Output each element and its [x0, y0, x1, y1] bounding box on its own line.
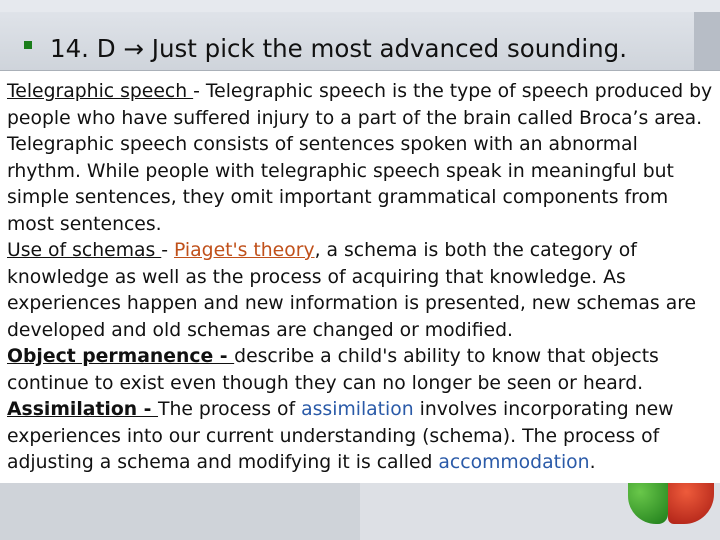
- definitions-text: [7, 79, 717, 477]
- paragraph-assimilation: [7, 397, 717, 477]
- paragraph-telegraphic-speech: [7, 79, 717, 238]
- background-bottom-left: [0, 482, 360, 540]
- term-object-permanence: Object permanence -: [7, 346, 235, 367]
- accommodation-link[interactable]: accommodation: [438, 452, 590, 473]
- square-bullet-icon: [24, 41, 32, 49]
- piaget-theory-link[interactable]: Piaget's theory: [174, 240, 315, 261]
- definition-assimilation-end: .: [589, 452, 596, 473]
- paragraph-use-of-schemas: [7, 238, 717, 344]
- separator: -: [161, 240, 175, 261]
- term-telegraphic-speech: Telegraphic speech: [7, 81, 194, 102]
- definition-use-of-schemas: , a schema is both the category of knowledge as well as the process of acquiring that knowledge. As experiences happen and new information is presented, new schemas are developed and old schemas are changed or modified.: [7, 240, 697, 341]
- definition-assimilation-part-2: involves incorporating new experiences into our current understanding (schema). The process of adjusting a schema and modifying it is called: [7, 399, 674, 473]
- definition-assimilation-part-1: The process of: [158, 399, 302, 420]
- definition-object-permanence: describe a child's ability to know that objects continue to exist even though they can no longer be seen or heard.: [7, 346, 659, 394]
- slide-title-row: [24, 26, 627, 70]
- right-arrow-icon: →: [123, 33, 144, 63]
- slide-title: [50, 34, 627, 63]
- term-use-of-schemas: Use of schemas: [7, 240, 162, 261]
- title-answer: 14. D: [50, 33, 116, 63]
- title-text: Just pick the most advanced sounding.: [151, 33, 627, 63]
- assimilation-link[interactable]: assimilation: [301, 399, 414, 420]
- separator: -: [193, 81, 206, 102]
- definition-telegraphic-speech: Telegraphic speech is the type of speech produced by people who have suffered injury to a part of the brain called Broca’s area. Telegraphic speech consists of sentences spoken with an abnormal rhythm. While people with telegraphic speech speak in meaningful but simple sentences, they omit important grammatical components from most sentences.: [7, 81, 713, 235]
- term-assimilation: Assimilation -: [7, 399, 159, 420]
- background-top-strip: [0, 0, 720, 12]
- content-box: [0, 70, 720, 483]
- paragraph-object-permanence: [7, 344, 717, 397]
